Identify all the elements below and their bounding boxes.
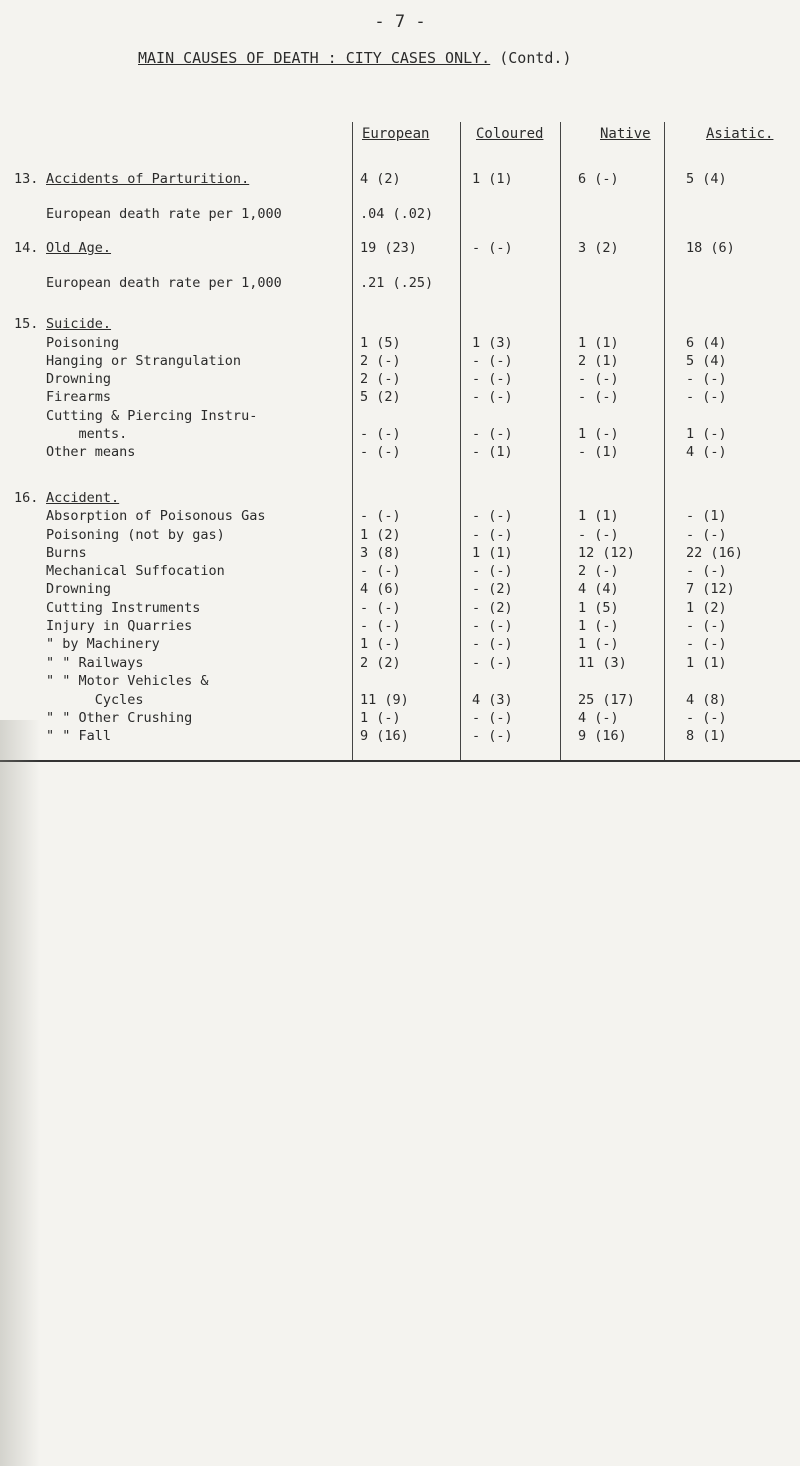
row-label: Cutting & Piercing Instru- [46, 408, 258, 424]
row-label: Other means [46, 444, 136, 460]
table-row [0, 389, 800, 407]
table-cell: 3 (8) [360, 545, 401, 561]
table-cell: 4 (8) [686, 692, 727, 708]
table-cell: - (2) [472, 581, 513, 597]
table-row [0, 692, 800, 710]
row-label: Suicide. [46, 316, 112, 332]
table-cell: 2 (-) [360, 371, 401, 387]
table-cell: .21 (.25) [360, 275, 434, 291]
table-cell: - (-) [472, 508, 513, 524]
row-label: " " Other Crushing [46, 710, 193, 726]
table-row [0, 353, 800, 371]
table-cell: 1 (1) [472, 171, 513, 187]
row-label: ments. [46, 426, 128, 442]
row-label: " by Machinery [46, 636, 160, 652]
table-cell: - (-) [686, 710, 727, 726]
table-cell: 22 (16) [686, 545, 743, 561]
table-cell: 9 (16) [360, 728, 409, 744]
table-cell: - (-) [686, 527, 727, 543]
table-cell: 7 (12) [686, 581, 735, 597]
table-row [0, 426, 800, 444]
table-cell: - (-) [360, 508, 401, 524]
table-cell: 2 (-) [360, 353, 401, 369]
table-cell: 1 (-) [360, 636, 401, 652]
table-cell: 1 (2) [360, 527, 401, 543]
table-cell: 11 (3) [578, 655, 627, 671]
table-cell: 4 (-) [578, 710, 619, 726]
page-number: - 7 - [374, 12, 426, 32]
row-label: " " Motor Vehicles & [46, 673, 209, 689]
table-cell: - (1) [578, 444, 619, 460]
table-row [0, 444, 800, 462]
row-label: Poisoning [46, 335, 120, 351]
row-label: Hanging or Strangulation [46, 353, 242, 369]
table-row [0, 335, 800, 353]
table-row [0, 618, 800, 636]
table-cell: 1 (-) [686, 426, 727, 442]
table-row [0, 240, 800, 258]
row-label: European death rate per 1,000 [46, 206, 282, 222]
table-cell: 4 (6) [360, 581, 401, 597]
table-cell: - (-) [472, 389, 513, 405]
table-cell: - (-) [472, 240, 513, 256]
table-cell: 1 (3) [472, 335, 513, 351]
table-cell: - (-) [472, 353, 513, 369]
table-cell: - (-) [360, 563, 401, 579]
table-cell: - (-) [472, 527, 513, 543]
table-cell: - (1) [472, 444, 513, 460]
table-cell: 1 (-) [578, 636, 619, 652]
column-header-native: Native [600, 126, 651, 142]
table-cell: 9 (16) [578, 728, 627, 744]
row-number: 13. [14, 171, 39, 187]
table-row [0, 563, 800, 581]
table-row [0, 710, 800, 728]
table-cell: - (-) [360, 444, 401, 460]
table-cell: - (-) [360, 600, 401, 616]
table-cell: 1 (1) [686, 655, 727, 671]
row-label: Firearms [46, 389, 112, 405]
table-cell: 2 (2) [360, 655, 401, 671]
table-cell: - (-) [472, 426, 513, 442]
table-cell: 12 (12) [578, 545, 635, 561]
table-cell: 4 (3) [472, 692, 513, 708]
table-row [0, 316, 800, 334]
table-cell: 25 (17) [578, 692, 635, 708]
scan-edge-shadow [0, 720, 40, 1466]
table-row [0, 371, 800, 389]
table-cell: 6 (-) [578, 171, 619, 187]
column-header-asiatic: Asiatic. [706, 126, 774, 142]
table-cell: 5 (4) [686, 353, 727, 369]
table-cell: 6 (4) [686, 335, 727, 351]
table-row [0, 581, 800, 599]
table-row [0, 636, 800, 654]
table-cell: - (2) [472, 600, 513, 616]
table-cell: - (-) [686, 371, 727, 387]
row-label: Drowning [46, 371, 112, 387]
row-label: " " Railways [46, 655, 144, 671]
table-cell: - (1) [686, 508, 727, 524]
table-cell: 1 (1) [578, 508, 619, 524]
table-row [0, 206, 800, 224]
table-cell: - (-) [686, 389, 727, 405]
table-row [0, 508, 800, 526]
table-cell: - (-) [578, 389, 619, 405]
table-cell: - (-) [472, 371, 513, 387]
table-cell: - (-) [472, 655, 513, 671]
row-label: Old Age. [46, 240, 112, 256]
table-cell: 4 (4) [578, 581, 619, 597]
table-cell: 1 (1) [578, 335, 619, 351]
table-cell: - (-) [472, 563, 513, 579]
table-cell: .04 (.02) [360, 206, 434, 222]
table-cell: 3 (2) [578, 240, 619, 256]
row-label: Poisoning (not by gas) [46, 527, 225, 543]
table-cell: 5 (4) [686, 171, 727, 187]
table-row [0, 545, 800, 563]
table-row [0, 600, 800, 618]
table-cell: 11 (9) [360, 692, 409, 708]
table-cell: - (-) [686, 618, 727, 634]
table-cell: - (-) [472, 728, 513, 744]
heading-suffix: (Contd.) [499, 49, 572, 67]
row-label: Accidents of Parturition. [46, 171, 250, 187]
table-cell: 1 (-) [578, 618, 619, 634]
table-cell: 19 (23) [360, 240, 417, 256]
table-cell: - (-) [360, 426, 401, 442]
table-cell: 2 (-) [578, 563, 619, 579]
table-bottom-rule [0, 760, 800, 762]
row-label: Accident. [46, 490, 120, 506]
row-number: 16. [14, 490, 39, 506]
column-header-european: European [362, 126, 430, 142]
column-header-coloured: Coloured [476, 126, 544, 142]
row-label: European death rate per 1,000 [46, 275, 282, 291]
table-cell: 1 (5) [360, 335, 401, 351]
row-label: Injury in Quarries [46, 618, 193, 634]
table-cell: - (-) [686, 563, 727, 579]
heading-title: MAIN CAUSES OF DEATH : CITY CASES ONLY. [138, 49, 491, 67]
table-cell: - (-) [360, 618, 401, 634]
table-row [0, 275, 800, 293]
table-row [0, 655, 800, 673]
table-cell: 1 (-) [578, 426, 619, 442]
table-cell: 4 (2) [360, 171, 401, 187]
table-row [0, 527, 800, 545]
row-label: Burns [46, 545, 87, 561]
row-label: Cutting Instruments [46, 600, 201, 616]
table-cell: 1 (1) [472, 545, 513, 561]
table-cell: 5 (2) [360, 389, 401, 405]
table-cell: - (-) [472, 636, 513, 652]
table-row [0, 728, 800, 746]
table-cell: - (-) [578, 371, 619, 387]
table-row [0, 408, 800, 426]
table-cell: 4 (-) [686, 444, 727, 460]
table-cell: 1 (2) [686, 600, 727, 616]
row-number: 14. [14, 240, 39, 256]
table-row [0, 673, 800, 691]
table-cell: 1 (5) [578, 600, 619, 616]
table-cell: - (-) [472, 618, 513, 634]
row-label: Absorption of Poisonous Gas [46, 508, 266, 524]
table-cell: 1 (-) [360, 710, 401, 726]
row-label: " " Fall [46, 728, 112, 744]
table-cell: 8 (1) [686, 728, 727, 744]
row-label: Cycles [46, 692, 144, 708]
table-row [0, 171, 800, 189]
table-cell: - (-) [578, 527, 619, 543]
page-heading [138, 49, 571, 67]
table-cell: - (-) [472, 710, 513, 726]
table-cell: - (-) [686, 636, 727, 652]
table-cell: 18 (6) [686, 240, 735, 256]
row-number: 15. [14, 316, 39, 332]
row-label: Drowning [46, 581, 112, 597]
table-row [0, 490, 800, 508]
table-cell: 2 (1) [578, 353, 619, 369]
row-label: Mechanical Suffocation [46, 563, 225, 579]
